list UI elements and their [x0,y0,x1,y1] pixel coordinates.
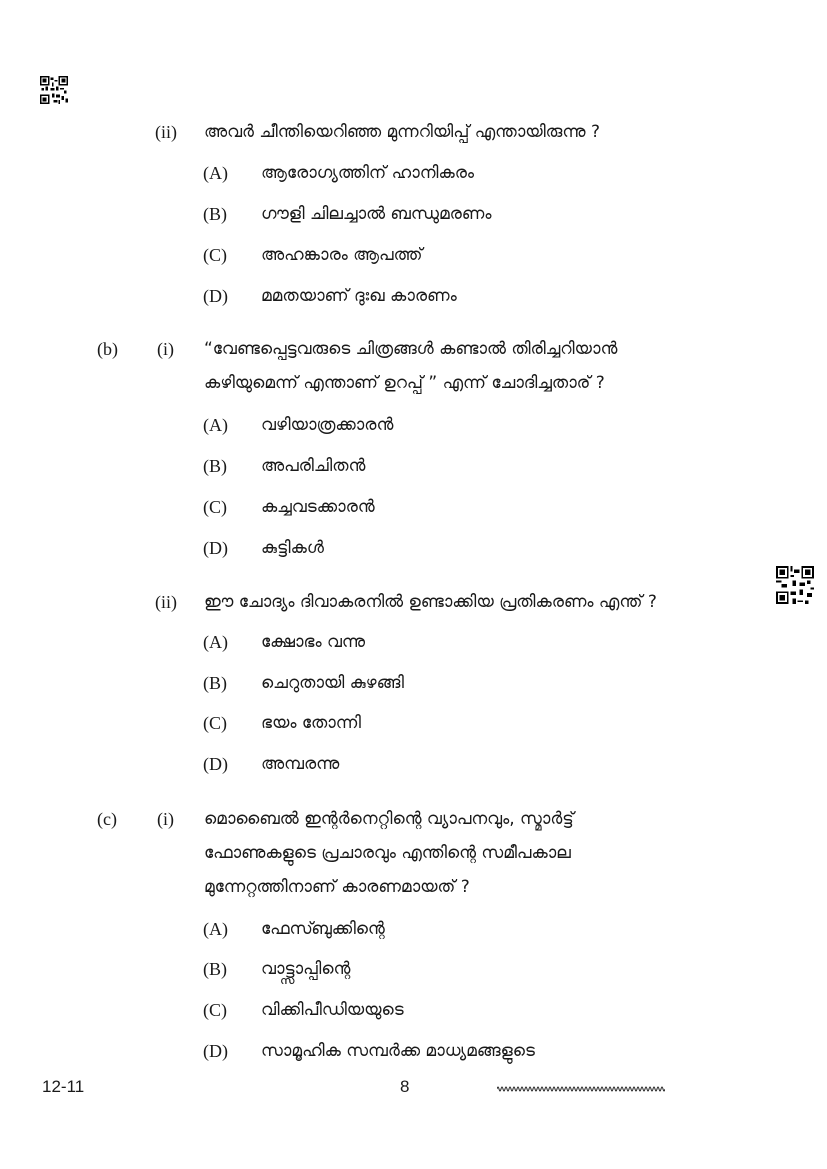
option-label: (C) [203,713,227,733]
option-text: ക്ഷോഭം വന്നു [261,632,366,652]
question-text: ഫോണുകളുടെ പ്രചാരവും എന്തിന്റെ സമീപകാല [204,843,571,863]
option-label: (B) [203,456,227,476]
option-text: കുട്ടികൾ [261,538,324,558]
option-label: (B) [203,673,227,693]
option-label: (A) [203,632,228,652]
page-number: 8 [400,1077,410,1096]
option-text: കച്ചവടക്കാരൻ [261,497,375,517]
qr-code-icon [776,566,814,604]
question-number: (i) [157,339,174,359]
option-text: അഹങ്കാരം ആപത്ത് [261,245,423,265]
option-text: മമതയാണ് ദുഃഖ കാരണം [261,286,457,306]
question-number: (ii) [155,122,177,142]
option-label: (C) [203,1000,227,1020]
option-label: (B) [203,959,227,979]
option-text: വാട്ട്സാപ്പിന്റെ [261,959,351,979]
option-label: (D) [203,286,228,306]
paper-code: 12-11 [42,1077,85,1096]
option-label: (C) [203,245,227,265]
part-label: (b) [97,339,118,359]
option-text: ആരോഗ്യത്തിന് ഹാനികരം [261,163,475,183]
option-label: (A) [203,919,228,939]
option-label: (A) [203,415,228,435]
qr-code-icon [40,76,68,104]
question-text: “വേണ്ടപ്പെട്ടവരുടെ ചിത്രങ്ങൾ കണ്ടാൽ തിരിച്ചറിയാൻ [204,339,618,359]
option-text: ഭയം തോന്നി [261,713,361,733]
question-number: (ii) [155,592,177,612]
option-text: ഫേസ്ബുക്കിന്റെ [261,919,385,939]
question-text: കഴിയുമെന്ന് എന്താണ് ഉറപ്പ് ” എന്ന് ചോദിച്ചതാര് ? [204,373,605,393]
option-text: അപരിചിതൻ [261,456,366,476]
option-text: വഴിയാത്രക്കാരൻ [261,415,394,435]
option-label: (D) [203,1041,228,1061]
question-number: (i) [157,809,174,829]
option-label: (D) [203,538,228,558]
option-label: (B) [203,204,227,224]
option-text: സാമൂഹിക സമ്പർക്ക മാധ്യമങ്ങളുടെ [261,1041,535,1061]
wavy-line-icon [497,1080,665,1092]
option-label: (D) [203,754,228,774]
question-text: ഈ ചോദ്യം ദിവാകരനിൽ ഉണ്ടാക്കിയ പ്രതികരണം എന്ത് ? [204,592,657,612]
option-text: അമ്പരന്നു [261,754,340,774]
option-label: (A) [203,163,228,183]
question-text: മുന്നേറ്റത്തിനാണ് കാരണമായത് ? [204,877,470,897]
option-text: വിക്കിപീഡിയയുടെ [261,1000,404,1020]
part-label: (c) [97,809,117,829]
question-text: അവർ ചീന്തിയെറിഞ്ഞ മുന്നറിയിപ്പ് എന്തായിരുന്നു ? [204,122,600,142]
option-text: ചെറുതായി കുഴങ്ങി [261,673,404,693]
option-text: ഗൗളി ചിലച്ചാൽ ബന്ധുമരണം [261,204,492,224]
option-label: (C) [203,497,227,517]
question-text: മൊബൈൽ ഇന്റർനെറ്റിന്റെ വ്യാപനവും, സ്മാർട്ട് [204,809,574,829]
